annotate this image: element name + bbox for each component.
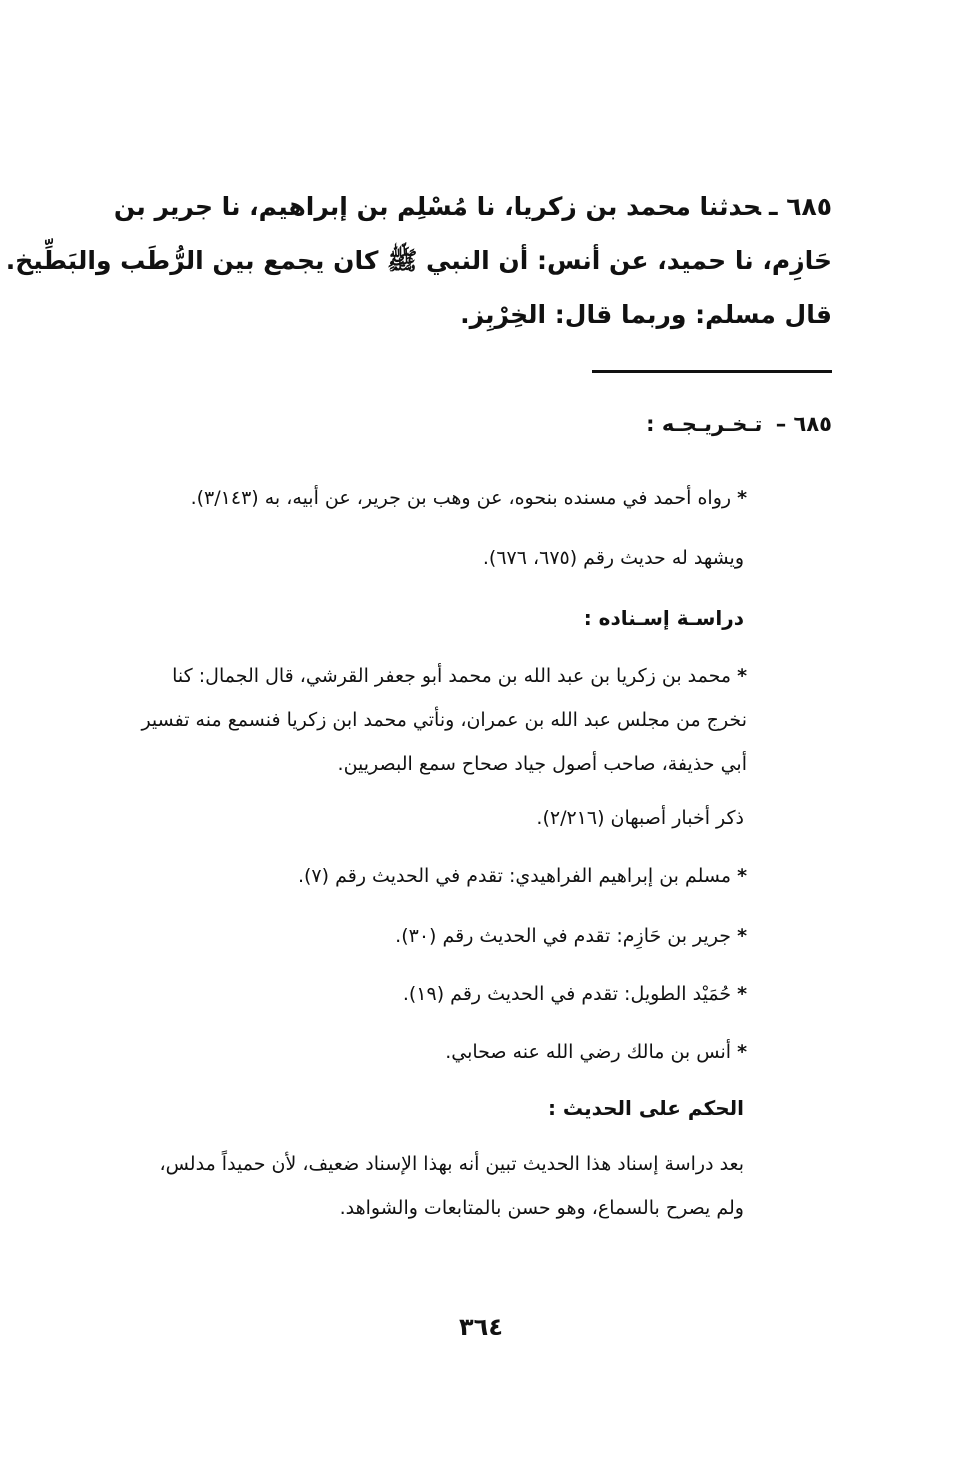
bullet-icon: *: [737, 665, 747, 687]
narrator-3: *جرير بن حَازِم: تقدم في الحديث رقم (٣٠).: [395, 925, 747, 947]
bullet-icon: *: [737, 487, 747, 509]
bullet-icon: *: [737, 925, 747, 947]
hadith-text: [5, 180, 832, 342]
hadith-number: ٦٨٥ ـ: [768, 192, 832, 221]
takhrij-line-1: *رواه أحمد في مسنده بنحوه، عن وهب بن جرير، عن أبيه، به (٣/١٤٣).: [190, 487, 747, 509]
narrator-4: *حُمَيْد الطويل: تقدم في الحديث رقم (١٩).: [402, 983, 747, 1005]
footnote-divider: [592, 370, 832, 373]
takhrij-line-2: ويشهد له حديث رقم (٦٧٥، ٦٧٦).: [482, 547, 744, 569]
page-number: ٣٦٤: [459, 1313, 503, 1341]
bullet-icon: *: [737, 983, 747, 1005]
narrator-1: *محمد بن زكريا بن عبد الله بن محمد أبو جعفر القرشي، قال الجمال: كنا نخرج من مجلس عبد الله بن عمران، ونأتي محمد ابن زكريا فنسمع منه تفسير أبي حذيفة، صاحب أصول جياد صحاح سمع البصريين.: [141, 665, 747, 775]
hadith-line-1: ٦٨٥ ـحدثنا محمد بن زكريا، نا مُسْلِم بن إبراهيم، نا جرير بن: [113, 192, 832, 221]
footnote-heading: [646, 412, 832, 436]
ruling-text: بعد دراسة إسناد هذا الحديث تبين أنه بهذا الإسناد ضعيف، لأن حميداً مدلس، ولم يصرح بالسماع، وهو حسن بالمتابعات والشواهد.: [159, 1153, 744, 1219]
hadith-line-2: حَازِم، نا حميد، عن أنس: أن النبي ﷺ كان يجمع بين الرُّطَب والبَطِّيخ.: [5, 246, 832, 275]
ruling-heading: الحكم على الحديث :: [547, 1096, 744, 1120]
bullet-icon: *: [737, 865, 747, 887]
narrator-5: *أنس بن مالك رضي الله عنه صحابي.: [445, 1041, 747, 1063]
footnote-number: ٦٨٥ –: [775, 412, 832, 436]
narrator-1-source: ذكر أخبار أصبهان (٢/٢١٦).: [536, 807, 744, 829]
narrator-2: *مسلم بن إبراهيم الفراهيدي: تقدم في الحديث رقم (٧).: [297, 865, 747, 887]
isnad-heading: دراسـة إسـناده :: [583, 606, 744, 630]
bullet-icon: *: [737, 1041, 747, 1063]
hadith-line-3: قال مسلم: وربما قال: الخِرْبِز.: [460, 300, 832, 329]
takhrij-title: تـخـريـجـه :: [646, 412, 763, 436]
